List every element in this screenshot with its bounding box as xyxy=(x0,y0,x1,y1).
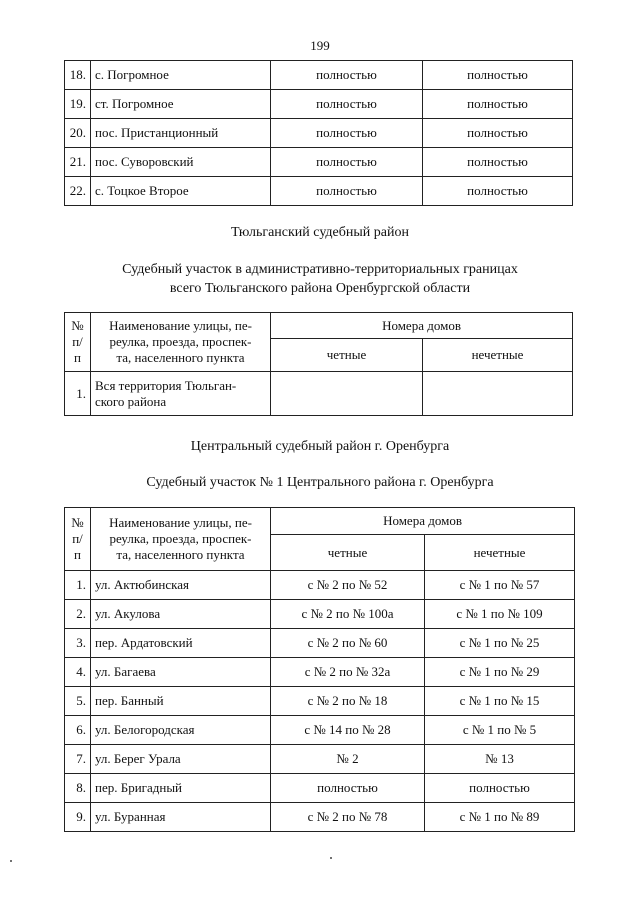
district-title: Центральный судебный район г. Оренбурга xyxy=(190,439,450,454)
precinct-title-line2: всего Тюльганского района Оренбургской области xyxy=(169,281,471,296)
settlement-name: пос. Пристанционный xyxy=(91,119,271,148)
odd-houses: с № 1 по № 57 xyxy=(425,571,575,600)
even-houses: с № 2 по № 78 xyxy=(271,803,425,832)
row-number: 6. xyxy=(65,716,91,745)
row-number: 5. xyxy=(65,687,91,716)
precinct-title-line1: Судебный участок в административно-территориальных границах xyxy=(122,262,518,277)
table-row xyxy=(65,658,575,687)
column-header-name xyxy=(91,313,271,372)
even-houses: с № 2 по № 60 xyxy=(271,629,425,658)
row-number: 9. xyxy=(65,803,91,832)
row-number: 7. xyxy=(65,745,91,774)
even-houses xyxy=(271,372,423,416)
even-houses: с № 2 по № 100а xyxy=(271,600,425,629)
header-name-line1: Наименование улицы, пе- xyxy=(109,318,252,333)
column-header-number xyxy=(65,313,91,372)
row-number: 1. xyxy=(65,571,91,600)
header-num-line1: № xyxy=(71,515,84,530)
street-name: ул. Актюбинская xyxy=(91,571,271,600)
row-number: 2. xyxy=(65,600,91,629)
settlement-name: с. Погромное xyxy=(91,61,271,90)
row-number: 1. xyxy=(65,372,91,416)
even-houses: с № 2 по № 32а xyxy=(271,658,425,687)
even-houses: полностью xyxy=(271,119,423,148)
table-row xyxy=(65,687,575,716)
even-houses: полностью xyxy=(271,90,423,119)
street-name: ул. Багаева xyxy=(91,658,271,687)
table-row xyxy=(65,119,573,148)
odd-houses: полностью xyxy=(425,774,575,803)
table-row xyxy=(65,716,575,745)
settlement-name: ст. Погромное xyxy=(91,90,271,119)
row-number: 3. xyxy=(65,629,91,658)
even-houses: полностью xyxy=(271,774,425,803)
table-row xyxy=(65,571,575,600)
odd-houses: с № 1 по № 15 xyxy=(425,687,575,716)
street-name: ул. Буранная xyxy=(91,803,271,832)
column-header-odd: нечетные xyxy=(425,535,575,571)
odd-houses: с № 1 по № 89 xyxy=(425,803,575,832)
settlement-name: пос. Суворовский xyxy=(91,148,271,177)
street-name: пер. Ардатовский xyxy=(91,629,271,658)
table-row xyxy=(65,803,575,832)
row-number: 21. xyxy=(65,148,91,177)
odd-houses: полностью xyxy=(423,177,573,206)
street-name: пер. Банный xyxy=(91,687,271,716)
page-number: 199 xyxy=(310,38,330,53)
row-number: 18. xyxy=(65,61,91,90)
odd-houses: полностью xyxy=(423,148,573,177)
row-number: 22. xyxy=(65,177,91,206)
column-header-odd: нечетные xyxy=(423,339,573,372)
odd-houses: полностью xyxy=(423,61,573,90)
table-row xyxy=(65,629,575,658)
scan-speck xyxy=(330,857,332,859)
table-continuation xyxy=(64,60,573,206)
row-number: 4. xyxy=(65,658,91,687)
column-header-houses: Номера домов xyxy=(271,313,573,339)
row-number: 19. xyxy=(65,90,91,119)
table-row xyxy=(65,90,573,119)
header-num-line2: п/п xyxy=(72,334,83,365)
column-header-houses: Номера домов xyxy=(271,508,575,535)
street-name: ул. Белогородская xyxy=(91,716,271,745)
street-name: пер. Бригадный xyxy=(91,774,271,803)
settlement-name: с. Тоцкое Второе xyxy=(91,177,271,206)
table-row xyxy=(65,745,575,774)
odd-houses: полностью xyxy=(423,90,573,119)
column-header-name xyxy=(91,508,271,571)
header-name-line2: реулка, проезда, проспек- xyxy=(109,531,252,546)
odd-houses xyxy=(423,372,573,416)
table-header-row xyxy=(65,508,575,535)
table-row xyxy=(65,177,573,206)
territory-name-line1: Вся территория Тюльган- xyxy=(95,377,237,393)
odd-houses: № 13 xyxy=(425,745,575,774)
even-houses: с № 2 по № 18 xyxy=(271,687,425,716)
odd-houses: с № 1 по № 5 xyxy=(425,716,575,745)
odd-houses: полностью xyxy=(423,119,573,148)
even-houses: полностью xyxy=(271,61,423,90)
odd-houses: с № 1 по № 29 xyxy=(425,658,575,687)
territory-name-line2: ского района xyxy=(95,393,167,409)
street-name: ул. Берег Урала xyxy=(91,745,271,774)
header-num-line2: п/п xyxy=(72,531,83,562)
street-name: ул. Акулова xyxy=(91,600,271,629)
table-tyulgan xyxy=(64,312,573,416)
even-houses: с № 2 по № 52 xyxy=(271,571,425,600)
header-num-line1: № xyxy=(71,318,84,333)
district-title: Тюльганский судебный район xyxy=(231,225,409,240)
table-header-row xyxy=(65,313,573,339)
column-header-even: четные xyxy=(271,535,425,571)
even-houses: полностью xyxy=(271,148,423,177)
column-header-even: четные xyxy=(271,339,423,372)
header-name-line3: та, населенного пункта xyxy=(116,350,245,365)
even-houses: с № 14 по № 28 xyxy=(271,716,425,745)
header-name-line1: Наименование улицы, пе- xyxy=(109,515,252,530)
table-row xyxy=(65,148,573,177)
row-number: 8. xyxy=(65,774,91,803)
header-name-line2: реулка, проезда, проспек- xyxy=(109,334,252,349)
table-row xyxy=(65,61,573,90)
row-number: 20. xyxy=(65,119,91,148)
table-row xyxy=(65,372,573,416)
even-houses: № 2 xyxy=(271,745,425,774)
odd-houses: с № 1 по № 25 xyxy=(425,629,575,658)
even-houses: полностью xyxy=(271,177,423,206)
table-row xyxy=(65,600,575,629)
territory-name xyxy=(91,372,271,416)
odd-houses: с № 1 по № 109 xyxy=(425,600,575,629)
precinct-title: Судебный участок № 1 Центрального района г. Оренбурга xyxy=(146,475,494,490)
header-name-line3: та, населенного пункта xyxy=(116,547,245,562)
column-header-number xyxy=(65,508,91,571)
table-row xyxy=(65,774,575,803)
table-central xyxy=(64,507,575,832)
scan-speck xyxy=(10,860,12,862)
